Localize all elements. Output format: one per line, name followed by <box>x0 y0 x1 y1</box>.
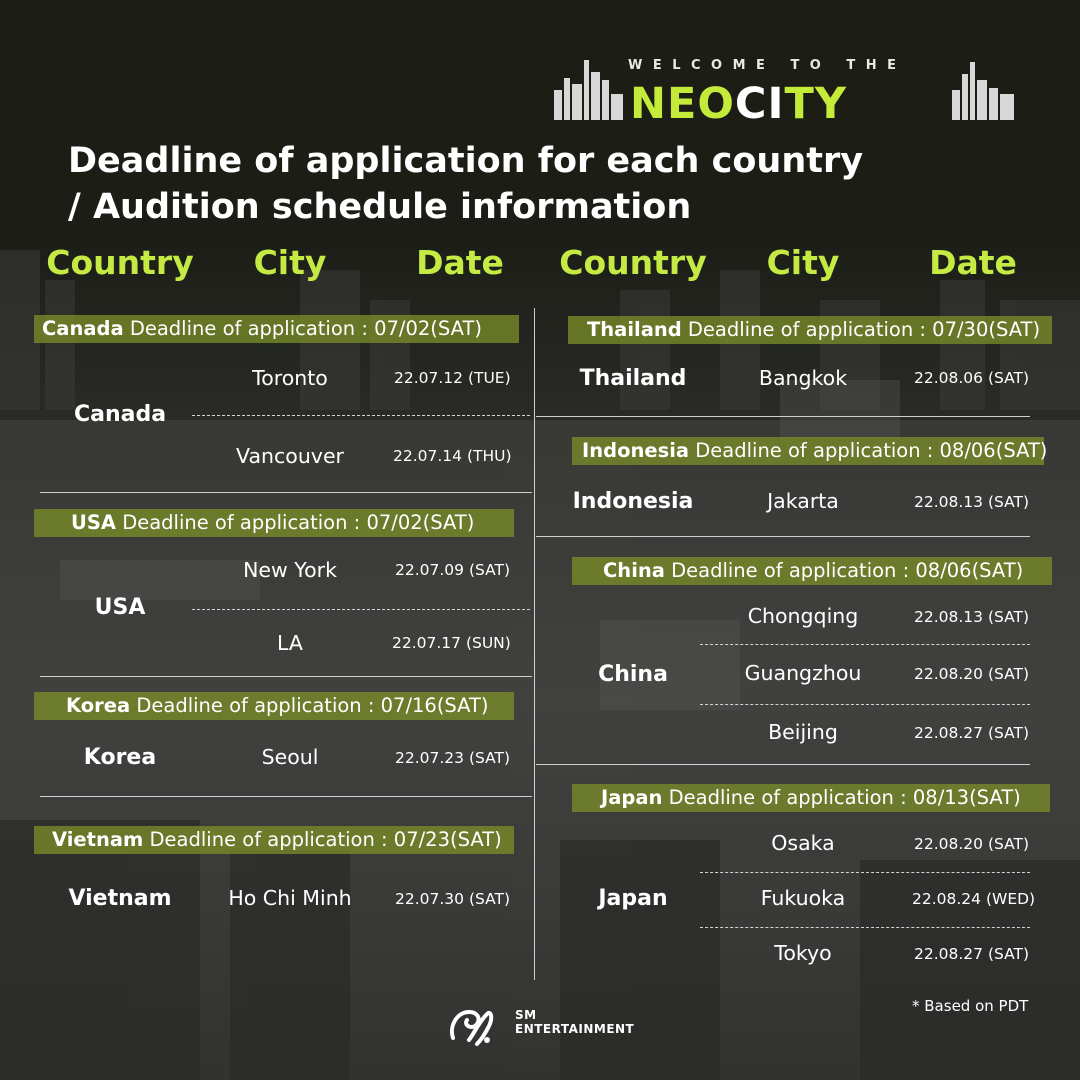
country-label-indonesia: Indonesia <box>572 489 694 514</box>
deadline-text-canada <box>42 315 482 343</box>
column-header-country: Country <box>46 243 194 282</box>
row-separator <box>192 415 530 416</box>
column-header-date: Date <box>416 243 504 282</box>
row-separator <box>700 927 1030 928</box>
deadline-value: Deadline of application : 08/06(SAT) <box>695 439 1048 462</box>
column-header-country: Country <box>559 243 707 282</box>
city-new-york: New York <box>243 558 337 582</box>
date-chongqing: 22.08.13 (SAT) <box>914 608 1030 626</box>
neocity-logo <box>630 80 847 128</box>
deadline-country: China <box>603 559 665 582</box>
deadline-country: Korea <box>66 694 131 717</box>
date-vancouver: 22.07.14 (THU) <box>393 447 512 465</box>
date-fukuoka: 22.08.24 (WED) <box>912 890 1036 908</box>
deadline-value: Deadline of application : 07/02(SAT) <box>129 317 482 340</box>
country-label-japan: Japan <box>598 886 668 911</box>
deadline-text-china <box>603 557 1023 585</box>
deadline-text-thailand <box>587 316 1040 344</box>
group-separator <box>40 492 532 493</box>
city-vancouver: Vancouver <box>236 444 344 468</box>
city-fukuoka: Fukuoka <box>760 886 846 910</box>
date-guangzhou: 22.08.20 (SAT) <box>914 665 1030 683</box>
city-osaka: Osaka <box>771 831 835 855</box>
deadline-country: Japan <box>601 786 663 809</box>
date-tokyo: 22.08.27 (SAT) <box>914 945 1030 963</box>
group-separator <box>40 676 532 677</box>
date-bangkok: 22.08.06 (SAT) <box>914 369 1030 387</box>
city-toronto: Toronto <box>252 366 328 390</box>
brand-line2: ENTERTAINMENT <box>515 1022 635 1036</box>
deadline-country: USA <box>71 511 116 534</box>
deadline-text-usa <box>71 509 474 537</box>
city-chongqing: Chongqing <box>747 604 859 628</box>
deadline-value: Deadline of application : 07/16(SAT) <box>136 694 489 717</box>
row-separator <box>700 872 1030 873</box>
column-header-city: City <box>253 243 327 282</box>
group-separator <box>536 764 1030 765</box>
group-separator <box>536 536 1030 537</box>
city-la: LA <box>277 631 303 655</box>
date-new-york: 22.07.09 (SAT) <box>395 561 511 579</box>
logo-part-ci: CI <box>734 79 785 129</box>
group-separator <box>40 796 532 797</box>
deadline-value: Deadline of application : 07/23(SAT) <box>149 828 502 851</box>
deadline-value: Deadline of application : 08/13(SAT) <box>668 786 1021 809</box>
country-label-thailand: Thailand <box>579 366 687 391</box>
deadline-country: Canada <box>42 317 124 340</box>
row-separator <box>700 644 1030 645</box>
city-tokyo: Tokyo <box>774 941 832 965</box>
deadline-country: Vietnam <box>52 828 144 851</box>
city-guangzhou: Guangzhou <box>744 661 862 685</box>
deadline-value: Deadline of application : 07/30(SAT) <box>687 318 1041 341</box>
country-label-usa: USA <box>94 595 146 620</box>
brand-line1: SM <box>515 1008 537 1022</box>
page-title-line1: Deadline of application for each country <box>68 141 864 181</box>
center-divider <box>534 308 535 980</box>
date-seoul: 22.07.23 (SAT) <box>395 749 511 767</box>
country-label-china: China <box>598 662 668 687</box>
date-toronto: 22.07.12 (TUE) <box>394 369 511 387</box>
deadline-value: Deadline of application : 07/02(SAT) <box>122 511 475 534</box>
sm-entertainment-wordmark <box>515 1008 634 1036</box>
deadline-text-indonesia <box>582 437 1047 465</box>
deadline-text-vietnam <box>52 826 502 854</box>
date-osaka: 22.08.20 (SAT) <box>914 835 1030 853</box>
sm-entertainment-logo-icon <box>447 1004 495 1048</box>
deadline-country: Indonesia <box>582 439 690 462</box>
date-ho-chi-minh: 22.07.30 (SAT) <box>395 890 511 908</box>
city-seoul: Seoul <box>261 745 319 769</box>
date-jakarta: 22.08.13 (SAT) <box>914 493 1030 511</box>
city-bangkok: Bangkok <box>758 366 848 390</box>
page-title-line2: / Audition schedule information <box>68 187 692 227</box>
column-header-city: City <box>766 243 840 282</box>
country-label-korea: Korea <box>83 745 157 770</box>
row-separator <box>700 704 1030 705</box>
logo-part-ty: TY <box>784 79 847 129</box>
deadline-text-korea <box>66 692 489 720</box>
deadline-value: Deadline of application : 08/06(SAT) <box>671 559 1024 582</box>
country-label-canada: Canada <box>73 402 167 427</box>
welcome-text: WELCOME TO THE <box>628 58 907 73</box>
date-la: 22.07.17 (SUN) <box>392 634 511 652</box>
deadline-country: Thailand <box>587 318 682 341</box>
logo-part-neo: NEO <box>630 79 735 129</box>
column-header-date: Date <box>929 243 1017 282</box>
date-beijing: 22.08.27 (SAT) <box>914 724 1030 742</box>
city-ho-chi-minh: Ho Chi Minh <box>228 886 352 910</box>
country-label-vietnam: Vietnam <box>68 886 172 911</box>
row-separator <box>192 609 530 610</box>
group-separator <box>536 416 1030 417</box>
city-beijing: Beijing <box>768 720 838 744</box>
deadline-text-japan <box>601 784 1021 812</box>
city-jakarta: Jakarta <box>767 489 839 513</box>
footnote: * Based on PDT <box>912 997 1029 1015</box>
